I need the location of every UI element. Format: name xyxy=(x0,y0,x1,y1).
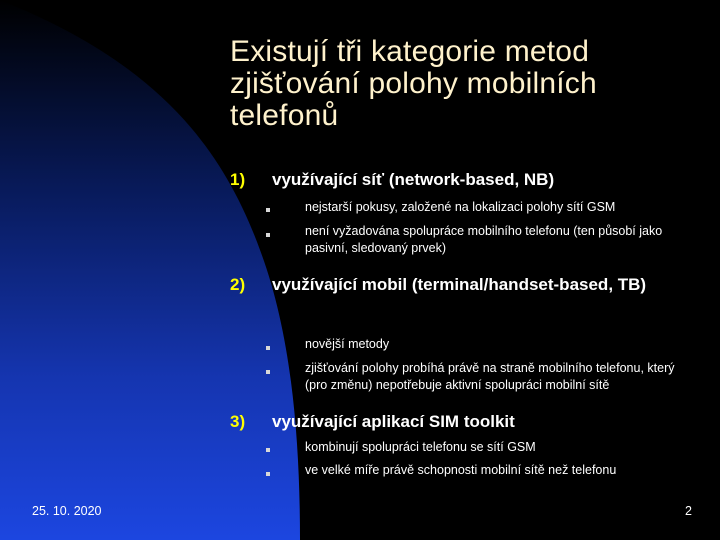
slide-title: Existují tři kategorie metod zjišťování polohy mobilních telefonů xyxy=(230,35,597,132)
bullet-icon xyxy=(266,208,270,212)
section-number-3: 3) xyxy=(230,412,246,431)
section-number-1: 1) xyxy=(230,170,246,189)
section-number-2: 2) xyxy=(230,275,246,294)
page-number: 2 xyxy=(685,504,692,518)
bullet-icon xyxy=(266,370,270,374)
section-1-bullet-1: nejstarší pokusy, založené na lokalizaci polohy sítí GSM xyxy=(305,200,616,214)
footer-date: 25. 10. 2020 xyxy=(32,504,102,518)
section-1-bullet-2: není vyžadována spolupráce mobilního telefonu (ten působí jako pasivní, sledovaný prvek) xyxy=(305,224,663,255)
section-heading-2: využívající mobil (terminal/handset-based, TB) xyxy=(272,275,647,294)
bullet-icon xyxy=(266,233,270,237)
section-3-bullet-1: kombinují spolupráci telefonu se sítí GSM xyxy=(305,440,536,454)
section-2-bullet-2: zjišťování polohy probíhá právě na straně mobilního telefonu, který (pro změnu) nepotřebuje aktivní spolupráci mobilní sítě xyxy=(305,361,675,392)
bullet-icon xyxy=(266,448,270,452)
section-heading-1: využívající síť (network-based, NB) xyxy=(272,170,555,189)
bullet-icon xyxy=(266,472,270,476)
section-3-bullet-2: ve velké míře právě schopnosti mobilní sítě než telefonu xyxy=(305,463,617,477)
section-2-bullet-1: novější metody xyxy=(305,337,390,351)
bullet-icon xyxy=(266,346,270,350)
section-heading-3: využívající aplikací SIM toolkit xyxy=(272,412,515,431)
